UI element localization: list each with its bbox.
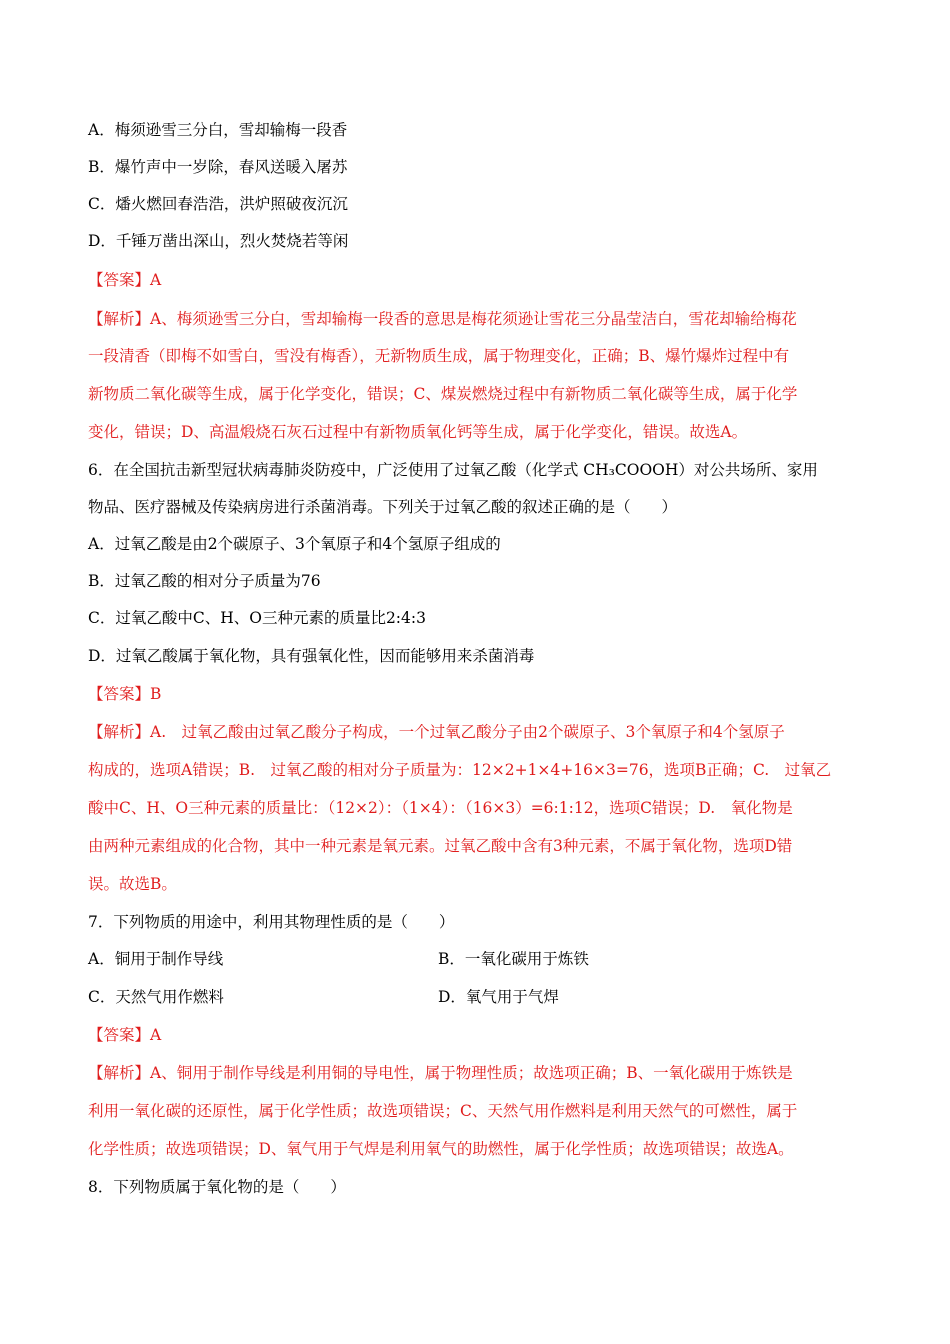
- q8-stem: 8．下列物质属于氧化物的是（ ）: [88, 1178, 346, 1196]
- q7-analysis-line: 【解析】A、铜用于制作导线是利用铜的导电性，属于物理性质；故选项正确；B、一氧化碳用于炼铁是: [88, 1064, 793, 1082]
- q5-option-d: D．千锤万凿出深山，烈火焚烧若等闲: [88, 232, 349, 250]
- q7-option-b: B．一氧化碳用于炼铁: [438, 950, 589, 968]
- q5-analysis-line: 一段清香（即梅不如雪白，雪没有梅香），无新物质生成，属于物理变化，正确；B、爆竹爆炸过程中有: [88, 347, 790, 365]
- q5-option-b: B．爆竹声中一岁除，春风送暖入屠苏: [88, 158, 348, 176]
- q7-stem: 7．下列物质的用途中，利用其物理性质的是（ ）: [88, 913, 455, 931]
- q6-stem: 物品、医疗器械及传染病房进行杀菌消毒。下列关于过氧乙酸的叙述正确的是（ ）: [88, 498, 678, 516]
- q7-option-a: A．铜用于制作导线: [88, 950, 224, 968]
- q5-option-c: C．燔火燃回春浩浩，洪炉照破夜沉沉: [88, 195, 348, 213]
- q5-option-a: A．梅须逊雪三分白，雪却输梅一段香: [88, 121, 348, 139]
- q7-analysis-line: 化学性质；故选项错误；D、氧气用于气焊是利用氧气的助燃性，属于化学性质；故选项错误；故选A。: [88, 1140, 794, 1158]
- q5-analysis-line: 【解析】A、梅须逊雪三分白，雪却输梅一段香的意思是梅花须逊让雪花三分晶莹洁白，雪花却输给梅花: [88, 310, 797, 328]
- q7-option-d: D．氧气用于气焊: [438, 988, 559, 1006]
- q6-analysis-line: 酸中C、H、O三种元素的质量比：（12×2）：（1×4）：（16×3）=6:1:12，选项C错误；D. 氧化物是: [88, 799, 793, 817]
- q6-stem: 6．在全国抗击新型冠状病毒肺炎防疫中，广泛使用了过氧乙酸（化学式 CH₃COOOH）对公共场所、家用: [88, 461, 818, 479]
- q6-analysis-line: 由两种元素组成的化合物，其中一种元素是氧元素。过氧乙酸中含有3种元素，不属于氧化物，选项D错: [88, 837, 793, 855]
- q6-analysis-line: 构成的，选项A错误；B. 过氧乙酸的相对分子质量为：12×2+1×4+16×3=76，选项B正确；C. 过氧乙: [88, 761, 832, 779]
- q6-option-b: B．过氧乙酸的相对分子质量为76: [88, 572, 321, 590]
- q5-analysis-line: 新物质二氧化碳等生成，属于化学变化，错误；C、煤炭燃烧过程中有新物质二氧化碳等生成，属于化学: [88, 385, 798, 403]
- q6-option-a: A．过氧乙酸是由2个碳原子、3个氧原子和4个氢原子组成的: [88, 535, 501, 553]
- q6-analysis-line: 误。故选B。: [88, 875, 177, 893]
- q7-answer: 【答案】A: [88, 1026, 162, 1044]
- q6-option-c: C．过氧乙酸中C、H、O三种元素的质量比2:4:3: [88, 609, 426, 627]
- q5-answer: 【答案】A: [88, 271, 162, 289]
- q5-analysis-line: 变化，错误；D、高温煅烧石灰石过程中有新物质氧化钙等生成，属于化学变化，错误。故选A。: [88, 423, 748, 441]
- q6-option-d: D．过氧乙酸属于氧化物，具有强氧化性，因而能够用来杀菌消毒: [88, 647, 535, 665]
- q7-analysis-line: 利用一氧化碳的还原性，属于化学性质；故选项错误；C、天然气用作燃料是利用天然气的可燃性，属于: [88, 1102, 798, 1120]
- q7-option-c: C．天然气用作燃料: [88, 988, 224, 1006]
- q6-answer: 【答案】B: [88, 685, 162, 703]
- q6-analysis-line: 【解析】A. 过氧乙酸由过氧乙酸分子构成，一个过氧乙酸分子由2个碳原子、3个氧原子和4个氢原子: [88, 723, 785, 741]
